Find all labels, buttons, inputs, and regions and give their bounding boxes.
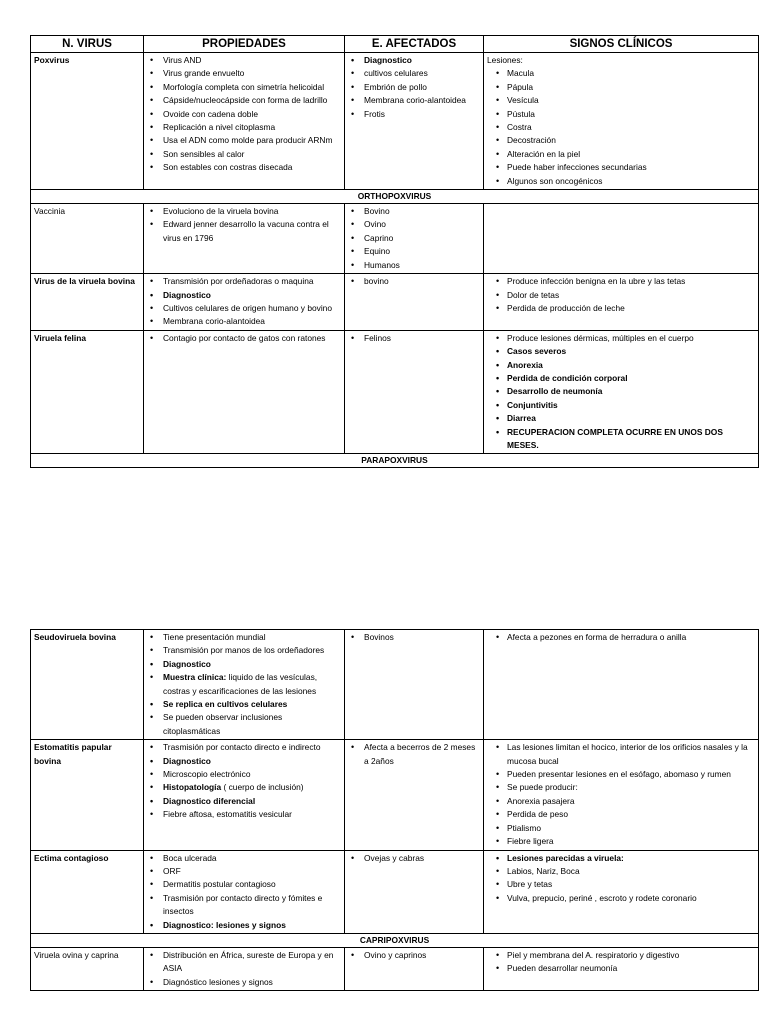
list-item: • Fiebre ligera [487,835,755,848]
header-propiedades: PROPIEDADES [144,36,345,53]
list-item: • Membrana corio-alantoidea [348,94,480,107]
list-item: • Cápside/nucleocápside con forma de ladrillo [147,94,341,107]
list-item: • Algunos son oncogénicos [487,175,755,188]
signos-cell [484,630,759,740]
propiedades-cell [144,630,345,740]
list-item: • Decostración [487,134,755,147]
propiedades-cell [144,850,345,933]
list-item: • Distribución en África, sureste de Europa y en ASIA [147,949,341,976]
virus-name: Vaccinia [31,204,144,274]
list-item: • Perdida de producción de leche [487,302,755,315]
list-item: • Perdida de peso [487,808,755,821]
list-item: • Ptialismo [487,822,755,835]
list-item: • Transmisión por manos de los ordeñadores [147,644,341,657]
list-item: • Pueden presentar lesiones en el esófago, abomaso y rumen [487,768,755,781]
list-item: • Piel y membrana del A. respiratorio y digestivo [487,949,755,962]
signos-cell [484,330,759,454]
list-item: • Pápula [487,81,755,94]
list-item: • Morfología completa con simetría helicoidal [147,81,341,94]
list-item: • Cultivos celulares de origen humano y bovino [147,302,341,315]
list-item: • Usa el ADN como molde para producir ARNm [147,134,341,147]
list-item: • Diagnostico [147,658,341,671]
list-item: • Macula [487,67,755,80]
list-item: • Felinos [348,332,480,345]
table-row-viruela-bovina [31,274,759,331]
list-item: • Vulva, prepucio, periné , escroto y rodete coronario [487,892,755,905]
list-item: • Boca ulcerada [147,852,341,865]
list-item: • Virus grande envuelto [147,67,341,80]
list-item: • Tiene presentación mundial [147,631,341,644]
list-item: • Diarrea [487,412,755,425]
list-item: • Ovoide con cadena doble [147,108,341,121]
histo-text: ( cuerpo de inclusión) [221,782,304,793]
list-item: • Anorexia [487,359,755,372]
signos-cell [484,740,759,850]
list-item: • Membrana corio-alantoidea [147,315,341,328]
section-row [31,190,759,204]
afectados-cell [345,740,484,850]
virus-name: Virus de la viruela bovina [31,274,144,331]
section-orthopoxvirus: ORTHOPOXVIRUS [31,190,759,204]
list-item: • Diagnostico [348,54,480,67]
list-item: • Pústula [487,108,755,121]
afectados-cell [345,204,484,274]
list-item: • Lesiones parecidas a viruela: [487,852,755,865]
propiedades-cell [144,53,345,190]
afectados-cell [345,630,484,740]
list-item: • Las lesiones limitan el hocico, interior de los orificios nasales y la mucosa bucal [487,741,755,768]
signos-cell [484,274,759,331]
list-item: • Diagnostico [147,289,341,302]
list-item: • Microscopio electrónico [147,768,341,781]
list-item: • Ovino y caprinos [348,949,480,962]
list-item: • Evoluciono de la viruela bovina [147,205,341,218]
list-item: • Ovejas y cabras [348,852,480,865]
list-item: • cultivos celulares [348,67,480,80]
list-item: • Costra [487,121,755,134]
virus-name: Seudoviruela bovina [31,630,144,740]
afectados-cell [345,53,484,190]
header-signos: SIGNOS CLÍNICOS [484,36,759,53]
list-item: • Se puede producir: [487,781,755,794]
header-virus: N. VIRUS [31,36,144,53]
list-item: • Bovinos [348,631,480,644]
list-item: • Diagnóstico lesiones y signos [147,976,341,989]
section-row [31,454,759,468]
section-parapoxvirus: PARAPOXVIRUS [31,454,759,468]
list-item: • Embrión de pollo [348,81,480,94]
list-item: • Conjuntivitis [487,399,755,412]
list-item: • Diagnostico diferencial [147,795,341,808]
list-item: • Diagnostico: lesiones y signos [147,919,341,932]
list-item: • Virus AND [147,54,341,67]
propiedades-cell [144,204,345,274]
list-item: • Alteración en la piel [487,148,755,161]
header-afectados: E. AFECTADOS [345,36,484,53]
propiedades-cell [144,330,345,454]
table-row-seudoviruela [31,630,759,740]
propiedades-cell [144,740,345,850]
list-item: • Vesícula [487,94,755,107]
virus-name: Viruela felina [31,330,144,454]
table-row-poxvirus [31,53,759,190]
signos-cell [484,947,759,990]
list-item: • Frotis [348,108,480,121]
section-row [31,933,759,947]
table-row-viruela-ovina [31,947,759,990]
list-item: • Son sensibles al calor [147,148,341,161]
list-item: • bovino [348,275,480,288]
list-item: • Diagnostico [147,755,341,768]
signos-cell [484,850,759,933]
list-item: • Replicación a nivel citoplasma [147,121,341,134]
list-item: • Contagio por contacto de gatos con ratones [147,332,341,345]
list-item: • RECUPERACION COMPLETA OCURRE EN UNOS DOS MESES. [487,426,755,453]
table-row-estomatitis [31,740,759,850]
virus-name: Viruela ovina y caprina [31,947,144,990]
list-item: • Labios, Nariz, Boca [487,865,755,878]
list-item: • Puede haber infecciones secundarias [487,161,755,174]
virus-table-page-2 [30,629,759,991]
list-item: • Dermatitis postular contagioso [147,878,341,891]
propiedades-cell [144,274,345,331]
signos-intro: Lesiones: [487,55,523,65]
list-item: • Ovino [348,218,480,231]
list-item: • Trasmisión por contacto directo y fómites e insectos [147,892,341,919]
header-row [31,36,759,53]
afectados-cell [345,947,484,990]
list-item: • Fiebre aftosa, estomatitis vesicular [147,808,341,821]
list-item [147,781,341,794]
list-item: • Perdida de condición corporal [487,372,755,385]
list-item: • Se replica en cultivos celulares [147,698,341,711]
list-item: • Casos severos [487,345,755,358]
list-item: • Produce infección benigna en la ubre y las tetas [487,275,755,288]
list-item: • Dolor de tetas [487,289,755,302]
virus-name: Ectima contagioso [31,850,144,933]
list-item: • Se pueden observar inclusiones citoplasmáticas [147,711,341,738]
virus-name: Poxvirus [31,53,144,190]
table-row-ectima [31,850,759,933]
list-item: • Desarrollo de neumonía [487,385,755,398]
afectados-cell [345,850,484,933]
list-item: • Pueden desarrollar neumonía [487,962,755,975]
virus-table-page-1 [30,35,759,468]
list-item: • Afecta a pezones en forma de herradura o anilla [487,631,755,644]
list-item: • Humanos [348,259,480,272]
list-item: • Ubre y tetas [487,878,755,891]
list-item: • ORF [147,865,341,878]
list-item: • Produce lesiones dérmicas, múltiples en el cuerpo [487,332,755,345]
list-item: • Equino [348,245,480,258]
virus-name: Estomatitis papular bovina [31,740,144,850]
muestra-label: Muestra clínica: [163,672,227,683]
section-capripoxvirus: CAPRIPOXVIRUS [31,933,759,947]
muestra-text: liquido de las vesículas, costras y escarificaciones de las lesiones [163,672,318,696]
afectados-cell [345,274,484,331]
list-item: • Afecta a becerros de 2 meses a 2años [348,741,480,768]
signos-cell [484,204,759,274]
list-item: • Edward jenner desarrollo la vacuna contra el virus en 1796 [147,218,341,245]
signos-cell [484,53,759,190]
table-row-vaccinia [31,204,759,274]
list-item: • Bovino [348,205,480,218]
propiedades-cell [144,947,345,990]
list-item: • Caprino [348,232,480,245]
list-item: • Transmisión por ordeñadoras o maquina [147,275,341,288]
histo-label: Histopatología [163,782,222,793]
list-item [147,671,341,698]
list-item: • Trasmisión por contacto directo e indirecto [147,741,341,754]
list-item: • Son estables con costras disecada [147,161,341,174]
table-row-viruela-felina [31,330,759,454]
list-item: • Anorexia pasajera [487,795,755,808]
afectados-cell [345,330,484,454]
